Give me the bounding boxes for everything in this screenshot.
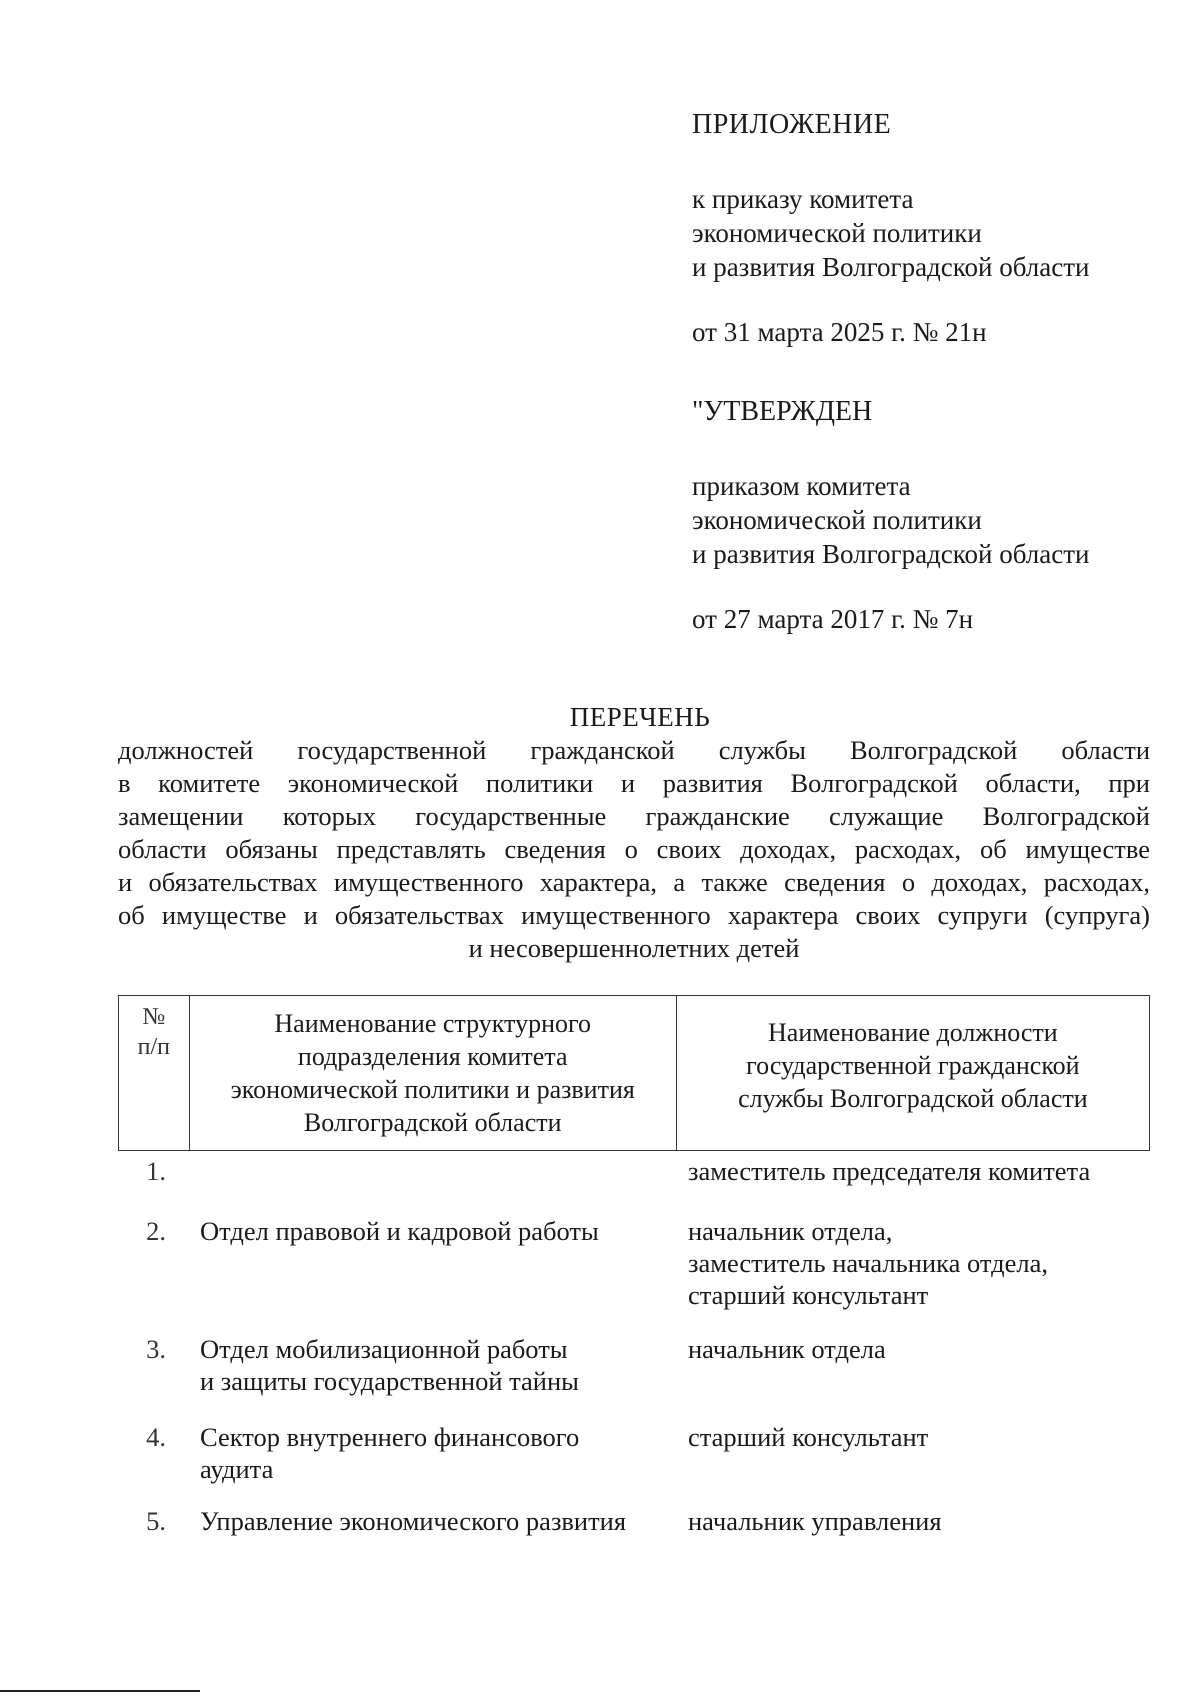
table-row: [118, 1215, 1150, 1333]
list-description-line: об имуществе и обязательствах имущественного характера своих супруги (супруга): [118, 900, 1150, 930]
row-position-line: начальник управления: [688, 1506, 942, 1536]
row-unit-line: аудита: [200, 1454, 274, 1484]
appendix-date-number: от 31 марта 2025 г. № 21н: [692, 317, 987, 347]
header-unit: [189, 996, 676, 1151]
list-description-line: области обязаны представлять сведения о своих доходах, расходах, об имуществе: [118, 834, 1150, 864]
appendix-order-reference: [692, 182, 1172, 284]
row-position: [676, 1333, 1150, 1421]
header-number: [119, 996, 190, 1151]
positions-table-body: [118, 1155, 1150, 1545]
header-position-line: государственной гражданской: [746, 1051, 1080, 1080]
row-unit-line: и защиты государственной тайны: [200, 1366, 579, 1396]
header-number-line: №: [142, 1004, 166, 1030]
appendix-order-line: к приказу комитета: [692, 184, 914, 214]
appendix-order-line: экономической политики: [692, 218, 982, 248]
appendix-order-line: и развития Волгоградской области: [692, 252, 1090, 282]
row-unit: [188, 1505, 676, 1545]
row-position-line: старший консультант: [688, 1422, 929, 1452]
row-unit-line: Сектор внутреннего финансового: [200, 1422, 580, 1452]
row-position-line: заместитель председателя комитета: [688, 1156, 1091, 1186]
row-unit-line: Отдел правовой и кадровой работы: [200, 1216, 599, 1246]
appendix-heading: ПРИЛОЖЕНИЕ: [692, 109, 892, 140]
row-number: 3.: [146, 1334, 166, 1364]
approved-date-number: от 27 марта 2017 г. № 7н: [692, 604, 974, 634]
table-row: [118, 1421, 1150, 1505]
header-unit-line: Волгоградской области: [303, 1108, 562, 1137]
row-number: 4.: [146, 1422, 166, 1452]
list-description: [118, 734, 1150, 965]
positions-table-header: [118, 995, 1150, 1151]
row-number: 2.: [146, 1216, 166, 1246]
row-position: [676, 1505, 1150, 1545]
row-number: 1.: [146, 1156, 166, 1186]
list-description-line: в комитете экономической политики и развития Волгоградской области, при: [118, 768, 1150, 798]
header-position-line: Наименование должности: [768, 1018, 1058, 1047]
row-position-line: старший консультант: [688, 1280, 929, 1310]
header-unit-line: подразделения комитета: [297, 1042, 568, 1071]
header-unit-line: экономической политики и развития: [230, 1075, 635, 1104]
row-unit: [188, 1155, 676, 1215]
header-unit-line: Наименование структурного: [274, 1009, 592, 1038]
approved-by-line: приказом комитета: [692, 471, 911, 501]
row-position: [676, 1421, 1150, 1505]
header-position: [676, 996, 1149, 1151]
page-bottom-rule: [0, 1690, 200, 1692]
table-row: [118, 1333, 1150, 1421]
row-unit: [188, 1421, 676, 1505]
row-number: 5.: [146, 1506, 166, 1536]
table-row: [118, 1155, 1150, 1215]
row-unit-line: Отдел мобилизационной работы: [200, 1334, 568, 1364]
header-position-line: службы Волгоградской области: [738, 1084, 1088, 1113]
row-unit-line: Управление экономического развития: [200, 1506, 627, 1536]
approved-heading: "УТВЕРЖДЕН: [692, 396, 873, 427]
approved-by: [692, 469, 1172, 571]
row-position-line: начальник отдела,: [688, 1216, 893, 1246]
list-description-line: и несовершеннолетних детей: [468, 933, 800, 963]
list-title: ПЕРЕЧЕНЬ: [569, 702, 711, 732]
row-position: [676, 1215, 1150, 1333]
approved-by-line: и развития Волгоградской области: [692, 539, 1090, 569]
approved-by-line: экономической политики: [692, 505, 982, 535]
appendix-block: [692, 108, 1172, 667]
row-position-line: заместитель начальника отдела,: [688, 1248, 1048, 1278]
row-position: [676, 1155, 1150, 1215]
list-description-line: и обязательствах имущественного характера, а также сведения о доходах, расходах,: [118, 867, 1150, 897]
list-description-line: должностей государственной гражданской службы Волгоградской области: [118, 735, 1150, 765]
row-unit: [188, 1333, 676, 1421]
list-description-line: замещении которых государственные гражданские служащие Волгоградской: [118, 801, 1150, 831]
row-position-line: начальник отдела: [688, 1334, 886, 1364]
table-row: [118, 1505, 1150, 1545]
row-unit: [188, 1215, 676, 1333]
header-number-line: п/п: [137, 1034, 171, 1060]
